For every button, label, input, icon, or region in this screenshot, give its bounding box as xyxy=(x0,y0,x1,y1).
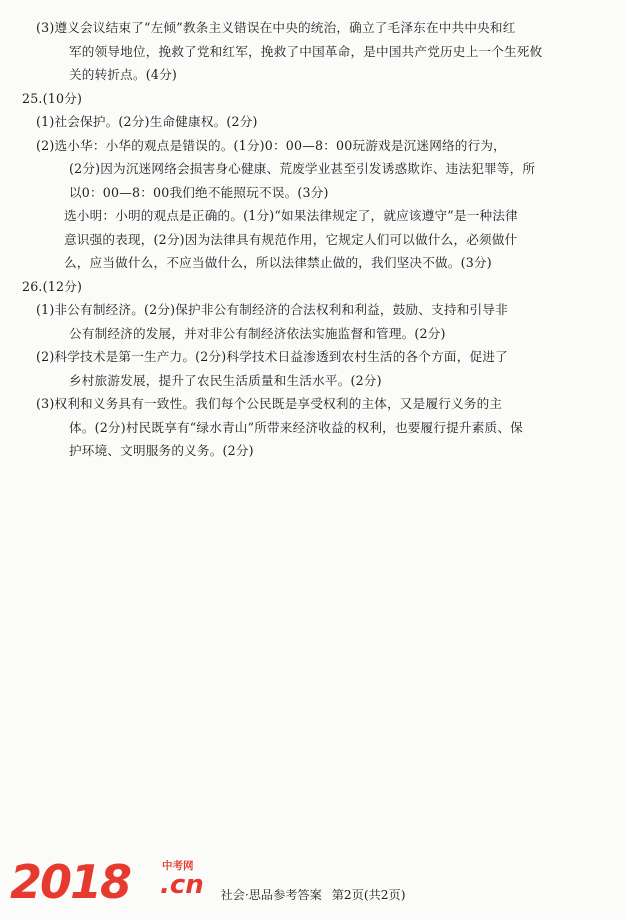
text-line: (1)非公有制经济。(2分)保护非公有制经济的合法权利和利益，鼓励、支持和引导非 xyxy=(36,302,508,317)
q25-item2-alternative xyxy=(22,204,612,275)
q26-item3 xyxy=(22,392,612,463)
q24-item3 xyxy=(22,16,612,87)
q25-item2 xyxy=(22,134,612,205)
text-line: 体。(2分)村民既享有“绿水青山”所带来经济收益的权利，也要履行提升素质、保 xyxy=(69,419,523,435)
text-line: 选小明：小明的观点是正确的。(1分)“如果法律规定了，就应该遵守”是一种法律 xyxy=(64,208,518,223)
text-line: (1)社会保护。(2分)生命健康权。(2分) xyxy=(36,114,258,129)
text-line: 么，应当做什么，不应当做什么，所以法律禁止做的，我们坚决不做。(3分) xyxy=(64,255,492,270)
q26-item1 xyxy=(22,298,612,345)
text-line: (3)遵义会议结束了“左倾”教条主义错误在中央的统治，确立了毛泽东在中共中央和红 xyxy=(36,20,516,35)
page-footer xyxy=(0,886,626,903)
logo-domain: .cn xyxy=(160,870,204,900)
site-watermark-logo xyxy=(10,854,250,914)
logo-site-name: 中考网 xyxy=(162,860,194,872)
text-line: 护环境、文明服务的义务。(2分) xyxy=(69,443,254,458)
q25-heading: 25.(10分) xyxy=(22,90,83,106)
text-line: (2)科学技术是第一生产力。(2分)科学技术日益渗透到农村生活的各个方面，促进了 xyxy=(36,349,508,364)
q26-item2 xyxy=(22,345,612,392)
text-line: (3)权利和义务具有一致性。我们每个公民既是享受权利的主体，又是履行义务的主 xyxy=(36,396,503,411)
logo-digits: 2018 xyxy=(10,855,131,909)
answer-content xyxy=(22,16,612,463)
text-line: 乡村旅游发展，提升了农民生活质量和生活水平。(2分) xyxy=(69,372,382,388)
footer-subject: 社会·思品参考答案 xyxy=(220,888,322,902)
q26-heading: 26.(12分) xyxy=(22,278,83,294)
text-line: 公有制经济的发展，并对非公有制经济依法实施监督和管理。(2分) xyxy=(69,325,446,341)
text-line: (2)选小华：小华的观点是错误的。(1分)0：00—8：00玩游戏是沉迷网络的行为， xyxy=(36,137,506,153)
text-line: 意识强的表现，(2分)因为法律具有规范作用，它规定人们可以做什么，必须做什 xyxy=(64,231,518,247)
text-line: (2分)因为沉迷网络会损害身心健康、荒废学业甚至引发诱惑欺诈、违法犯罪等，所 xyxy=(69,161,536,176)
text-line: 军的领导地位，挽救了党和红军，挽救了中国革命，是中国共产党历史上一个生死攸 xyxy=(69,43,543,59)
q25-item1 xyxy=(22,110,612,134)
text-line: 以0：00—8：00我们绝不能照玩不误。(3分) xyxy=(69,184,329,200)
text-line: 关的转折点。(4分) xyxy=(69,67,177,82)
footer-page-number: 第2页(共2页) xyxy=(331,888,406,902)
